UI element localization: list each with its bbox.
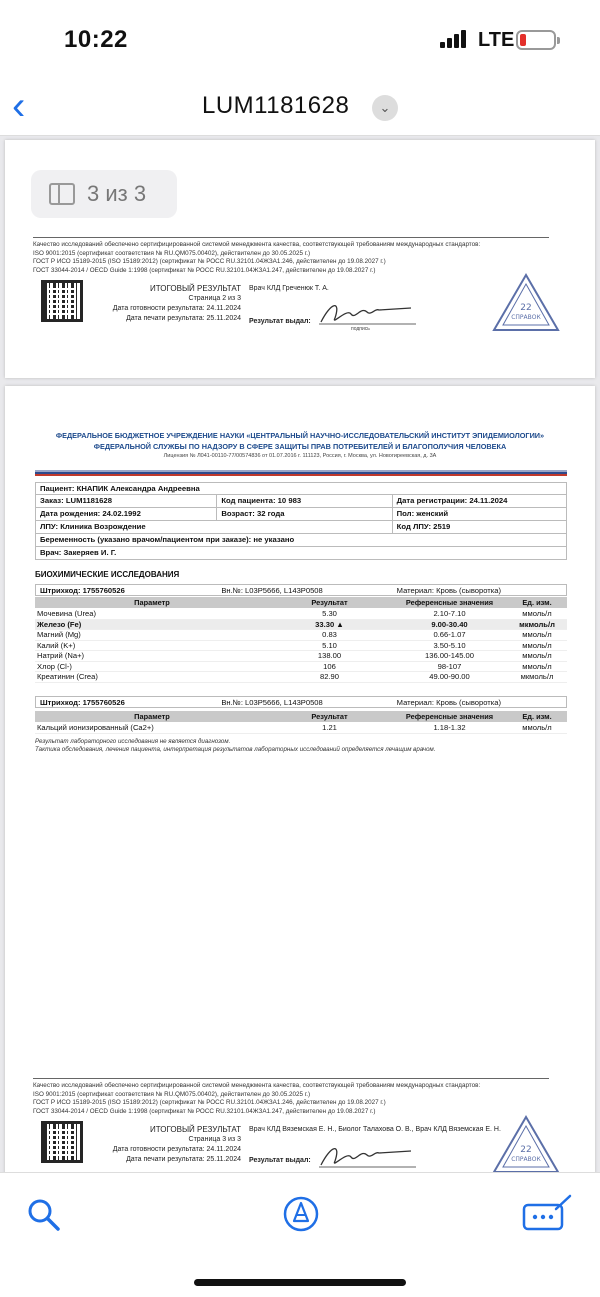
cell-unit: ммоль/л — [522, 609, 552, 618]
cell-ref: 2.10-7.10 — [433, 609, 466, 618]
cert-line: ГОСТ Р ИСО 15189-2015 (ISO 15189:2012) (сертификат № РОСС RU.32101.04ЖЗА1.246, действителен до 19.08.2027 г.) — [33, 1099, 386, 1107]
barcode: Штрихкод: 1755760526 — [40, 586, 125, 595]
registration-date: Дата регистрации: 24.11.2024 — [396, 496, 508, 505]
material: Материал: Кровь (сыворотка) — [396, 586, 502, 595]
header-param: Параметр — [134, 712, 170, 721]
cert-line: ГОСТ 33044-2014 / OECD Guide 1:1998 (сертификат № РОСС RU.32101.04ЖЗА1.247, действителен до 19.08.2027 г.) — [33, 1107, 376, 1115]
birth-date: Дата рождения: 24.02.1992 — [36, 508, 217, 520]
signature-caption: подпись — [351, 326, 370, 332]
print-date: Дата печати результата: 25.11.2024 — [126, 1156, 241, 1163]
patient-info — [35, 482, 567, 560]
pregnancy-row — [35, 534, 567, 547]
order-row — [35, 495, 567, 508]
cell-unit: ммоль/л — [522, 723, 552, 732]
cert-line: Качество исследований обеспечено сертифицированной системой менеджмента качества, соответствующей требованиям международных стандартов: — [33, 1082, 481, 1089]
cell-param: Кальций ионизированный (Ca2+) — [37, 723, 154, 732]
lpu-row — [35, 521, 567, 534]
cert-line: ГОСТ Р ИСО 15189-2015 (ISO 15189:2012) (сертификат № РОСС RU.32101.04ЖЗА1.246, действителен до 19.08.2027 г.) — [33, 258, 386, 266]
markup-icon[interactable] — [282, 1195, 320, 1233]
patient-sex: Пол: женский — [396, 509, 449, 518]
clock: 10:22 — [64, 26, 128, 53]
bottom-toolbar — [0, 1172, 600, 1297]
cell-result: 0.83 — [322, 630, 337, 639]
table-row — [35, 672, 567, 683]
home-indicator — [194, 1279, 406, 1286]
header-unit: Ед. изм. — [522, 712, 552, 721]
table-row — [35, 620, 567, 631]
pregnancy-status: Беременность (указано врачом/пациентом при заказе): не указано — [40, 535, 295, 544]
chevron-down-icon[interactable]: ⌄ — [372, 95, 398, 121]
cert-line: ISO 9001:2015 (сертификат соответствия № RU.QM075.00402), действителен до 30.05.2025 г.) — [33, 249, 311, 257]
cell-unit: мкмоль/л — [520, 672, 554, 681]
back-chevron-icon[interactable]: ‹ — [12, 84, 26, 128]
license-line: Лицензия № Л041-00110-77/00574836 от 01.07.2016 г. 111123, Россия, г. Москва, ул. Новогиреевская, д. 3А — [163, 453, 437, 459]
issued-label: Результат выдал: — [249, 1157, 311, 1164]
material: Материал: Кровь (сыворотка) — [396, 698, 502, 707]
cell-param: Мочевина (Urea) — [37, 609, 96, 618]
result-info — [101, 284, 241, 324]
specimen-row — [35, 584, 567, 596]
organization-header — [35, 430, 565, 461]
cell-unit: ммоль/л — [522, 651, 552, 660]
order-number: Заказ: LUM1181628 — [36, 495, 217, 507]
certification-block — [33, 237, 549, 275]
cell-result: 1.21 — [322, 723, 337, 732]
sidebar-icon — [49, 183, 75, 205]
table-header — [35, 711, 567, 722]
table-row — [35, 662, 567, 673]
org-name-line: ФЕДЕРАЛЬНОЙ СЛУЖБЫ ПО НАДЗОРУ В СФЕРЕ ЗАЩИТЫ ПРАВ ПОТРЕБИТЕЛЕЙ И БЛАГОПОЛУЧИЯ ЧЕЛОВЕКА — [93, 442, 507, 451]
header-ref: Референсные значения — [405, 598, 494, 607]
header-unit: Ед. изм. — [522, 598, 552, 607]
table-header — [35, 597, 567, 608]
final-result-label: ИТОГОВЫЙ РЕЗУЛЬТАТ — [150, 1125, 241, 1134]
doctor-row — [35, 547, 567, 560]
cell-param: Железо (Fe) — [37, 619, 82, 629]
table-row — [35, 723, 567, 734]
table-row — [35, 641, 567, 652]
disclaimer-line: Результат лабораторного исследования не является диагнозом. — [35, 738, 231, 745]
cell-param: Хлор (Cl-) — [37, 661, 72, 671]
cert-line: Качество исследований обеспечено сертифицированной системой менеджмента качества, соответствующей требованиям международных стандартов: — [33, 241, 481, 248]
cell-ref: 98-107 — [437, 661, 462, 671]
certification-block — [33, 1078, 549, 1116]
battery-icon — [516, 30, 556, 50]
clinic-code: Код ЛПУ: 2519 — [396, 522, 451, 531]
doctor-name: Врач КЛД Греченюк Т. А. — [249, 285, 329, 292]
barcode: Штрихкод: 1755760526 — [40, 698, 125, 707]
document-title[interactable]: LUM1181628 — [202, 92, 350, 119]
cert-line: ГОСТ 33044-2014 / OECD Guide 1:1998 (сертификат № РОСС RU.32101.04ЖЗА1.247, действителен до 19.08.2027 г.) — [33, 266, 376, 274]
header-param: Параметр — [134, 598, 170, 607]
table-row — [35, 609, 567, 620]
cell-result: 5.30 — [322, 609, 337, 618]
signature-image — [311, 1141, 421, 1171]
cell-ref: 49.00-90.00 — [429, 672, 470, 681]
flag-stripe — [35, 470, 567, 476]
table-row — [35, 651, 567, 662]
cell-result: 82.90 — [319, 672, 339, 681]
header-ref: Референсные значения — [405, 712, 494, 721]
results-table — [35, 609, 567, 683]
page-indicator[interactable] — [31, 170, 177, 218]
internal-number: Вн.№: L03P5666, L143P0508 — [221, 698, 323, 707]
stamp-image — [491, 1114, 561, 1176]
cell-ref: 0.66-1.07 — [433, 630, 466, 639]
svg-text:22: 22 — [520, 1145, 532, 1155]
issued-label: Результат выдал: — [249, 318, 311, 325]
clinic-name: ЛПУ: Клиника Возрождение — [36, 521, 393, 533]
page-number: Страница 2 из 3 — [188, 295, 241, 302]
cell-ref: 3.50-5.10 — [433, 640, 466, 650]
cell-param: Креатинин (Crea) — [37, 672, 98, 681]
internal-number: Вн.№: L03P5666, L143P0508 — [221, 586, 323, 595]
page-indicator-label: 3 из 3 — [87, 181, 147, 206]
qr-code — [41, 1121, 83, 1163]
cell-unit: ммоль/л — [522, 640, 552, 650]
document-page-3 — [5, 386, 595, 1176]
qr-code — [41, 280, 83, 322]
referring-doctor: Врач: Закеряев И. Г. — [40, 548, 117, 557]
cell-param: Калий (K+) — [37, 640, 76, 650]
cell-param: Магний (Mg) — [37, 630, 81, 639]
result-info — [101, 1125, 241, 1165]
signal-icon — [440, 30, 470, 48]
results-table — [35, 723, 567, 734]
page-number: Страница 3 из 3 — [188, 1136, 241, 1143]
section-title: БИОХИМИЧЕСКИЕ ИССЛЕДОВАНИЯ — [35, 570, 180, 579]
org-name-line: ФЕДЕРАЛЬНОЕ БЮДЖЕТНОЕ УЧРЕЖДЕНИЕ НАУКИ «ЦЕНТРАЛЬНЫЙ НАУЧНО-ИССЛЕДОВАТЕЛЬСКИЙ ИНСТИТУТ ЭПИДЕМИОЛОГИИ» — [55, 431, 545, 440]
cell-unit: ммоль/л — [522, 661, 552, 671]
cell-result: 33.30 ▲ — [315, 619, 344, 629]
final-result-label: ИТОГОВЫЙ РЕЗУЛЬТАТ — [150, 284, 241, 293]
patient-age: Возраст: 32 года — [217, 508, 392, 520]
cell-result: 106 — [323, 661, 336, 671]
cell-result: 138.00 — [317, 651, 342, 660]
navigation-bar — [0, 80, 600, 136]
document-page-2 — [5, 140, 595, 378]
header-result: Результат — [311, 712, 348, 721]
disclaimer — [35, 738, 567, 754]
specimen-row — [35, 696, 567, 708]
patient-name: Пациент: КНАПИК Александра Андреевна — [40, 484, 200, 493]
cell-unit: мкмоль/л — [519, 619, 555, 629]
patient-row — [35, 482, 567, 495]
svg-text:22: 22 — [520, 303, 532, 313]
signature-image — [311, 298, 421, 328]
cell-ref: 136.00-145.00 — [425, 651, 474, 660]
cell-ref: 9.00-30.40 — [431, 619, 468, 629]
svg-text:СПРАВОК: СПРАВОК — [511, 1156, 541, 1163]
print-date: Дата печати результата: 25.11.2024 — [126, 315, 241, 322]
patient-code: Код пациента: 10 983 — [217, 495, 392, 507]
cell-unit: ммоль/л — [522, 630, 552, 639]
status-bar — [0, 0, 600, 80]
network-label: LTE — [478, 29, 515, 51]
ready-date: Дата готовности результата: 24.11.2024 — [112, 1146, 241, 1153]
cell-ref: 1.18-1.32 — [433, 723, 466, 732]
cell-result: 5.10 — [322, 640, 337, 650]
disclaimer-line: Тактика обследования, лечения пациента, интерпретация результатов лабораторных исследований определяется лечащим врачом. — [35, 746, 436, 753]
header-result: Результат — [311, 598, 348, 607]
cert-line: ISO 9001:2015 (сертификат соответствия № RU.QM075.00402), действителен до 30.05.2025 г.) — [33, 1090, 311, 1098]
birth-row — [35, 508, 567, 521]
more-icon[interactable] — [520, 1193, 574, 1233]
ready-date: Дата готовности результата: 24.11.2024 — [112, 305, 241, 312]
table-row — [35, 630, 567, 641]
stamp-image — [491, 272, 561, 334]
doctor-names: Врач КЛД Вяземская Е. Н., Биолог Талахова О. В., Врач КЛД Вяземская Е. Н. — [249, 1126, 501, 1133]
search-icon[interactable] — [26, 1197, 62, 1233]
cell-param: Натрий (Na+) — [37, 651, 85, 660]
svg-text:СПРАВОК: СПРАВОК — [511, 314, 541, 321]
